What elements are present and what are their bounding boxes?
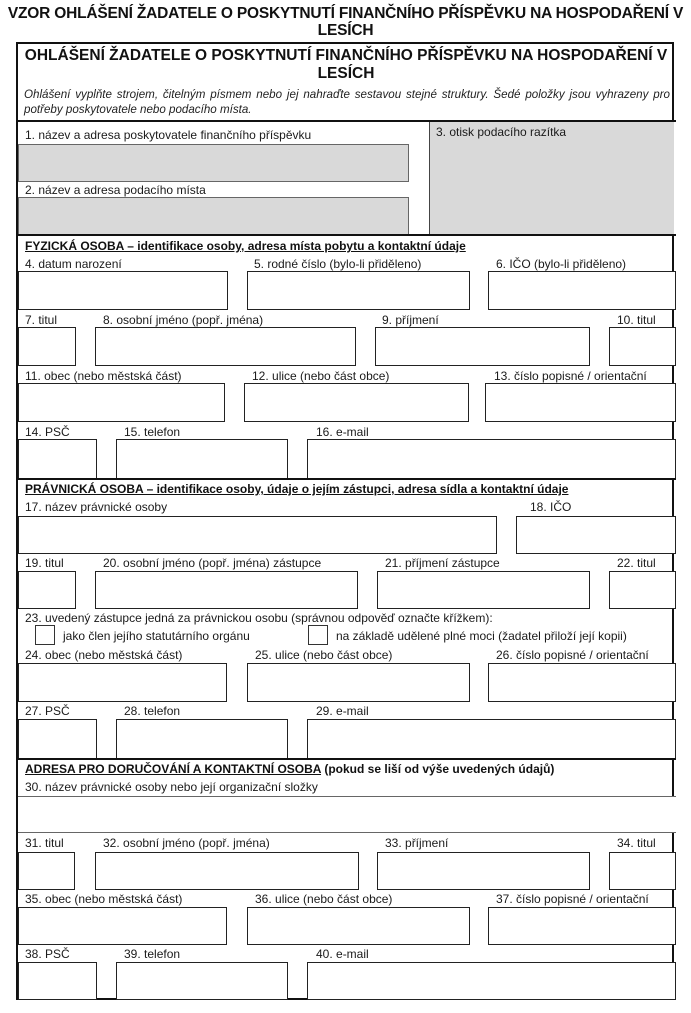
section-heading-legal-person: PRÁVNICKÁ OSOBA – identifikace osoby, údaje o jejím zástupci, adresa sídla a kontaktní údaje xyxy=(25,482,569,496)
label-f19: 19. titul xyxy=(25,556,64,570)
label-f5: 5. rodné číslo (bylo-li přiděleno) xyxy=(254,257,422,271)
label-f30: 30. název právnické osoby nebo její organizační složky xyxy=(25,780,318,794)
label-f21: 21. příjmení zástupce xyxy=(385,556,500,570)
section-heading-natural-person: FYZICKÁ OSOBA – identifikace osoby, adresa místa pobytu a kontaktní údaje xyxy=(25,239,466,253)
field-delivery-municipality[interactable] xyxy=(18,907,227,945)
field-delivery-first-name[interactable] xyxy=(95,852,359,890)
field-delivery-street[interactable] xyxy=(247,907,470,945)
label-f36: 36. ulice (nebo část obce) xyxy=(255,892,393,906)
label-f23: 23. uvedený zástupce jedná za právnickou osobu (správnou odpověď označte křížkem): xyxy=(25,611,493,625)
field-legal-entity-name[interactable] xyxy=(18,516,497,554)
field-delivery-email[interactable] xyxy=(307,962,676,1000)
document-title: VZOR OHLÁŠENÍ ŽADATELE O POSKYTNUTÍ FINANČNÍHO PŘÍSPĚVKU NA HOSPODAŘENÍ V LESÍCH xyxy=(7,5,684,39)
section-heading-delivery-main: ADRESA PRO DORUČOVÁNÍ A KONTAKTNÍ OSOBA xyxy=(25,762,322,776)
label-f11: 11. obec (nebo městská část) xyxy=(25,369,182,383)
section-heading-delivery xyxy=(25,762,554,776)
label-f20: 20. osobní jméno (popř. jména) zástupce xyxy=(103,556,322,570)
label-f4: 4. datum narození xyxy=(25,257,122,271)
field-delivery-surname[interactable] xyxy=(377,852,590,890)
field-delivery-entity-name[interactable] xyxy=(18,796,676,833)
field-birth-number[interactable] xyxy=(247,271,470,310)
field-legal-street[interactable] xyxy=(247,663,470,702)
field-house-number[interactable] xyxy=(485,383,676,422)
field-legal-email[interactable] xyxy=(307,719,676,759)
field-rep-surname[interactable] xyxy=(377,571,590,609)
label-f25: 25. ulice (nebo část obce) xyxy=(255,648,393,662)
label-f32: 32. osobní jméno (popř. jména) xyxy=(103,836,270,850)
field-rep-title-before[interactable] xyxy=(18,571,76,609)
label-statutory-body: jako člen jejího statutárního orgánu xyxy=(63,629,250,643)
field-street[interactable] xyxy=(244,383,469,422)
label-f9: 9. příjmení xyxy=(382,313,439,327)
field-filing-office-name-address[interactable] xyxy=(18,197,409,235)
label-f31: 31. titul xyxy=(25,836,64,850)
checkbox-statutory-body[interactable] xyxy=(35,625,55,645)
label-f34: 34. titul xyxy=(617,836,656,850)
label-f39: 39. telefon xyxy=(124,947,181,961)
divider xyxy=(16,234,676,236)
label-f26: 26. číslo popisné / orientační xyxy=(496,648,649,662)
field-legal-municipality[interactable] xyxy=(18,663,227,702)
field-title-after[interactable] xyxy=(609,327,676,366)
label-f17: 17. název právnické osoby xyxy=(25,500,168,514)
label-f3: 3. otisk podacího razítka xyxy=(436,125,567,139)
section-heading-delivery-suffix: (pokud se liší od výše uvedených údajů) xyxy=(321,762,555,776)
label-f18: 18. IČO xyxy=(530,500,572,514)
field-delivery-title-after[interactable] xyxy=(609,852,676,890)
label-f33: 33. příjmení xyxy=(385,836,449,850)
form-instructions: Ohlášení vyplňte strojem, čitelným písmem nebo jej nahraďte sestavou stejné struktury. Šedé položky jsou vyhrazeny pro potřeby poskytovatele nebo podacího místa. xyxy=(24,88,670,116)
field-legal-house-number[interactable] xyxy=(488,663,676,702)
label-f12: 12. ulice (nebo část obce) xyxy=(252,369,390,383)
field-title-before[interactable] xyxy=(18,327,76,366)
label-f38: 38. PSČ xyxy=(25,947,70,961)
label-f22: 22. titul xyxy=(617,556,656,570)
label-f6: 6. IČO (bylo-li přiděleno) xyxy=(496,257,627,271)
label-f37: 37. číslo popisné / orientační xyxy=(496,892,649,906)
field-surname[interactable] xyxy=(375,327,590,366)
label-f29: 29. e-mail xyxy=(316,704,369,718)
label-f28: 28. telefon xyxy=(124,704,181,718)
field-delivery-title-before[interactable] xyxy=(18,852,75,890)
field-first-name[interactable] xyxy=(95,327,356,366)
field-delivery-house-number[interactable] xyxy=(488,907,676,945)
field-ico-legal[interactable] xyxy=(516,516,676,554)
label-f35: 35. obec (nebo městská část) xyxy=(25,892,183,906)
field-ico-natural[interactable] xyxy=(488,271,676,310)
label-power-of-attorney: na základě udělené plné moci (žadatel přiloží její kopii) xyxy=(336,629,627,643)
divider xyxy=(16,758,676,760)
field-legal-phone[interactable] xyxy=(116,719,288,759)
label-f16: 16. e-mail xyxy=(316,425,369,439)
label-f40: 40. e-mail xyxy=(316,947,369,961)
field-municipality[interactable] xyxy=(18,383,225,422)
field-delivery-phone[interactable] xyxy=(116,962,288,1000)
form-title: OHLÁŠENÍ ŽADATELE O POSKYTNUTÍ FINANČNÍHO PŘÍSPĚVKU NA HOSPODAŘENÍ V LESÍCH xyxy=(24,47,668,82)
field-delivery-postal-code[interactable] xyxy=(18,962,97,1000)
label-f15: 15. telefon xyxy=(124,425,181,439)
label-f14: 14. PSČ xyxy=(25,425,70,439)
label-f8: 8. osobní jméno (popř. jména) xyxy=(103,313,264,327)
field-rep-title-after[interactable] xyxy=(609,571,676,609)
label-f2: 2. název a adresa podacího místa xyxy=(25,183,206,197)
field-email[interactable] xyxy=(307,439,676,479)
label-f13: 13. číslo popisné / orientační xyxy=(494,369,647,383)
label-f27: 27. PSČ xyxy=(25,704,70,718)
label-f7: 7. titul xyxy=(25,313,58,327)
field-phone[interactable] xyxy=(116,439,288,479)
checkbox-power-of-attorney[interactable] xyxy=(308,625,328,645)
field-rep-first-name[interactable] xyxy=(95,571,358,609)
label-f10: 10. titul xyxy=(617,313,656,327)
field-postal-code[interactable] xyxy=(18,439,97,479)
divider xyxy=(16,478,676,480)
label-f1: 1. název a adresa poskytovatele finančního příspěvku xyxy=(25,128,312,142)
field-provider-name-address[interactable] xyxy=(18,144,409,182)
field-birth-date[interactable] xyxy=(18,271,228,310)
label-f24: 24. obec (nebo městská část) xyxy=(25,648,183,662)
field-legal-postal-code[interactable] xyxy=(18,719,97,759)
